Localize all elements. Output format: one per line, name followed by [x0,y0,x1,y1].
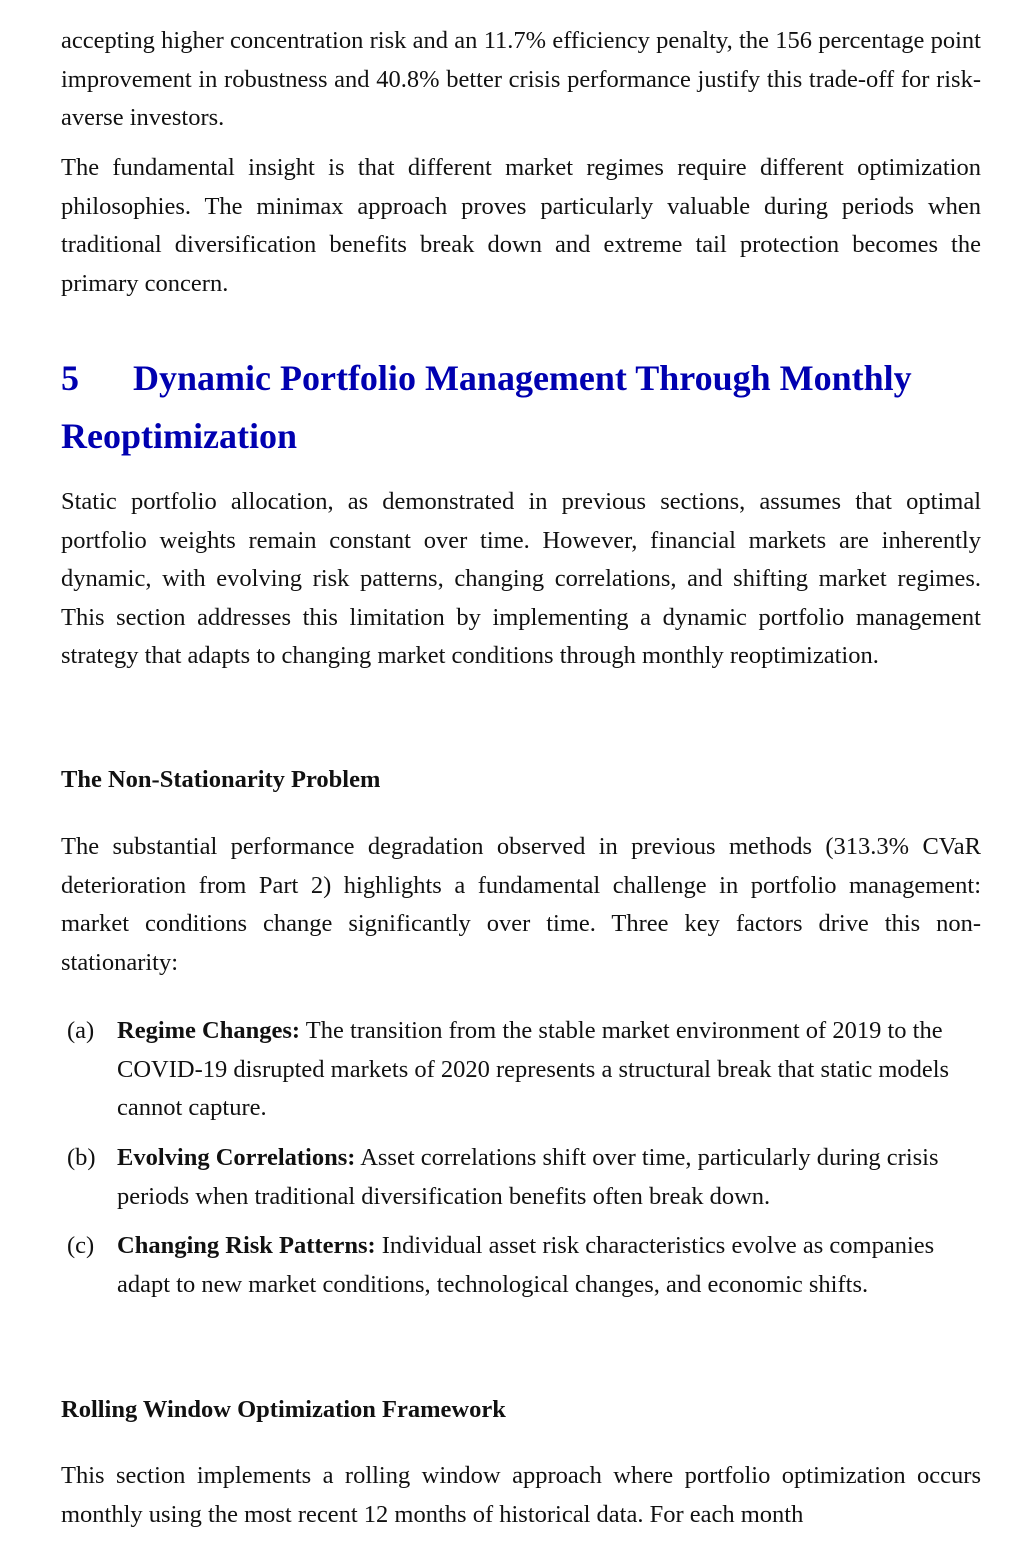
list-item [61,1227,981,1304]
list-label: (c) [67,1232,95,1259]
list-term: Changing Risk Patterns: [117,1232,376,1259]
section-number: 5 [61,358,79,398]
list-label: (a) [67,1017,95,1044]
paragraph: Static portfolio allocation, as demonstrated in previous sections, assumes that optimal portfolio weights remain constant over time. However, financial markets are inherently dynamic, with evolving risk patterns, changing correlations, and shifting market regimes. This section addresses this limitation by implementing a dynamic portfolio management strategy that adapts to changing market conditions through monthly reoptimization. [61,488,981,670]
subsection-heading: Rolling Window Optimization Framework [61,1396,506,1423]
section-heading [61,349,1024,465]
paragraph: The fundamental insight is that different market regimes require different optimization philosophies. The minimax approach proves particularly valuable during periods when traditional diversification benefits break down and extreme tail protection becomes the primary concern. [61,154,981,297]
list-item [61,1139,981,1216]
list-label: (b) [67,1144,96,1171]
list-term: Regime Changes: [117,1017,301,1044]
paragraph: This section implements a rolling window approach where portfolio optimization occurs monthly using the most recent 12 months of historical data. For each month [61,1462,981,1528]
section-title: Dynamic Portfolio Management Through Monthly Reoptimization [61,358,912,456]
list-term: Evolving Correlations: [117,1144,356,1171]
paragraph: accepting higher concentration risk and an 11.7% efficiency penalty, the 156 percentage point improvement in robustness and 40.8% better crisis performance justify this trade-off for risk-averse investors. [61,27,981,132]
list-text: Individual asset risk characteristics evolve as companies adapt to new market conditions, technological changes, and economic shifts. [117,1232,935,1298]
subsection-heading: The Non-Stationarity Problem [61,766,381,793]
list-text: Asset correlations shift over time, particularly during crisis periods when traditional diversification benefits often break down. [117,1144,939,1210]
list-item [61,1012,981,1128]
list-text: The transition from the stable market environment of 2019 to the COVID-19 disrupted markets of 2020 represents a structural break that static models cannot capture. [117,1017,950,1122]
paragraph: The substantial performance degradation observed in previous methods (313.3% CVaR deterioration from Part 2) highlights a fundamental challenge in portfolio management: market conditions change significantly over time. Three key factors drive this non-stationarity: [61,833,981,976]
